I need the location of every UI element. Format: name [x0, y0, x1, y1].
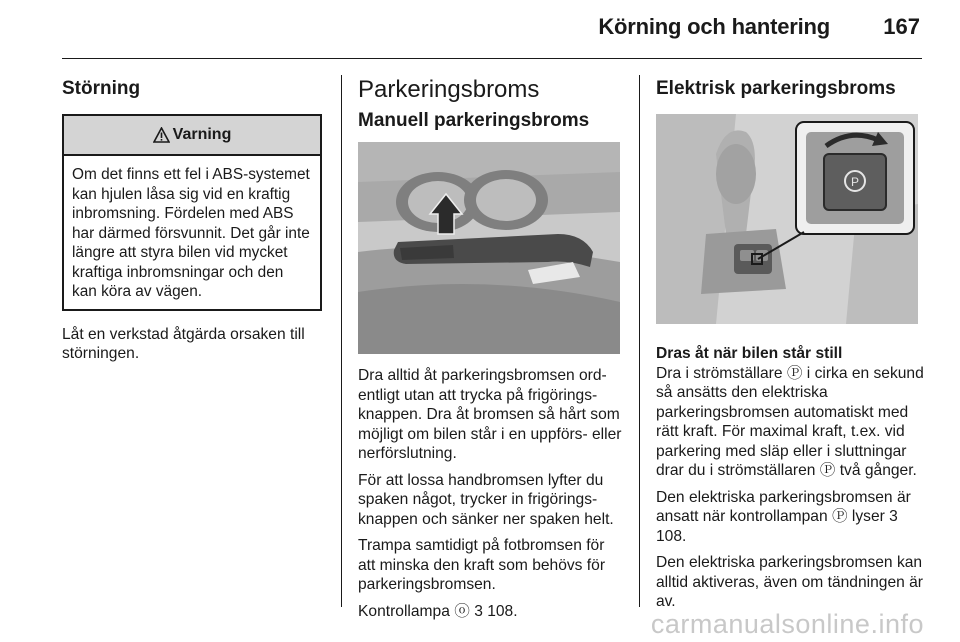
- warning-label: Varning: [172, 126, 232, 143]
- header-rule: [62, 58, 922, 59]
- subsection-heading: Manuell parkeringsbroms: [358, 110, 590, 131]
- column-divider: [341, 75, 342, 607]
- column-stoerning: [62, 76, 324, 371]
- paragraph: För att lossa handbromsen lyfter du spaken något, trycker in frigöringsknappen och sänker ner spaken helt.: [358, 471, 614, 528]
- paragraph: Trampa samtidigt på fotbromsen för att minska den kraft som behövs för parkeringsbromsen.: [358, 537, 606, 593]
- paragraph: [656, 344, 924, 481]
- section-heading: Störning: [62, 78, 141, 99]
- running-header: Körning och hantering: [598, 14, 830, 39]
- subheading: Dras åt när bilen står still: [656, 345, 843, 362]
- warning-triangle-icon: [153, 127, 170, 143]
- brake-lamp-icon: ⓞ: [454, 602, 470, 620]
- page-number: 167: [883, 14, 920, 39]
- handbrake-illustration: [358, 142, 620, 354]
- watermark: carmanualsonline.info: [650, 609, 924, 639]
- handbrake-photo: [358, 142, 620, 354]
- paragraph: Den elektriska parkeringsbromsen kan alltid aktiveras, även om tändningen är av.: [656, 554, 923, 610]
- cross-reference[interactable]: 3 108.: [474, 602, 518, 620]
- warning-header: [64, 116, 320, 156]
- column-elektrisk: [656, 76, 924, 619]
- electric-brake-photo: [656, 114, 918, 324]
- warning-box: [62, 114, 322, 311]
- warning-text: Om det finns ett fel i ABS-systemet kan hjulen låsa sig vid en kraftig inbromsning. Fördelen med ABS har därmed försvunnit. Det går inte längre att styra bilen vid mycket kraftiga inbromsningar och den kan köra av vägen.: [72, 166, 310, 300]
- paragraph-text: Dra i strömställare Ⓟ i cirka en sekund så ansätts den elektriska parkeringsbromsen automatiskt med rätt kraft. För maximal kraft, t.ex. vid parkering med släp eller i sluttningar drar du i strömställaren Ⓟ två gånger.: [656, 364, 924, 479]
- lamp-text: Kontrollampa: [358, 602, 450, 620]
- paragraph: Låt en verkstad åtgärda orsaken till störningen.: [62, 325, 305, 362]
- section-heading: Elektrisk parkeringsbroms: [656, 78, 896, 99]
- paragraph: [358, 602, 624, 622]
- section-heading: Parkeringsbroms: [358, 76, 540, 103]
- paragraph: Den elektriska parkeringsbromsen är ansatt när kontrollampan Ⓟ lyser 3 108.: [656, 488, 911, 545]
- paragraph: Dra alltid åt parkeringsbromsen ordentligt utan att trycka på frigöringsknappen. Dra åt bromsen så hårt som möjligt om bilen står i en uppförs- eller nerförslutning.: [358, 367, 622, 462]
- electric-brake-illustration: [656, 114, 918, 324]
- svg-text:P: P: [851, 175, 860, 189]
- column-parkeringsbroms: [358, 76, 624, 628]
- column-divider: [639, 75, 640, 607]
